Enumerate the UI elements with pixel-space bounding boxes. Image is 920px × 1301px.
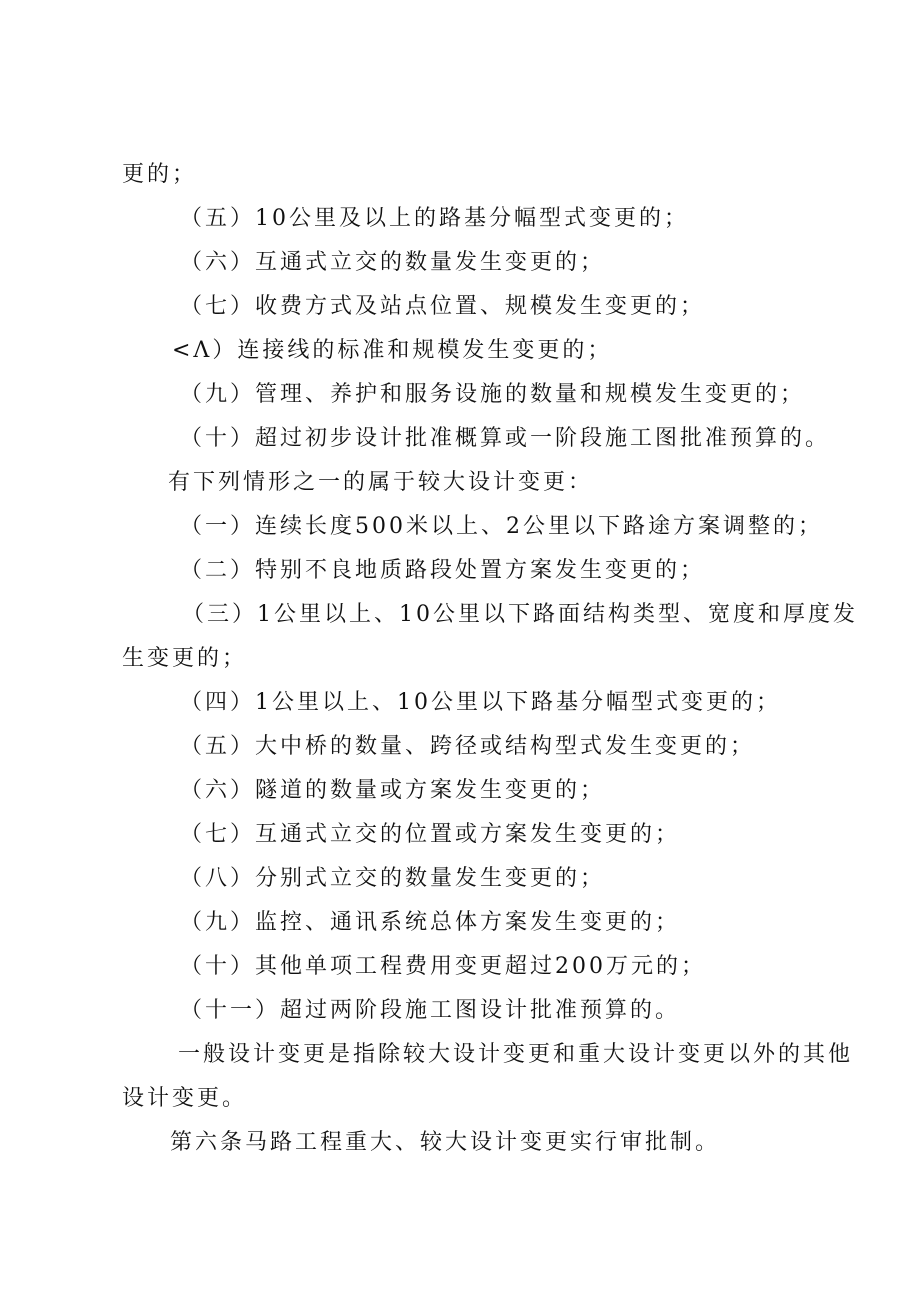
list-item: （七）收费方式及站点位置、规模发生变更的； <box>180 294 706 319</box>
list-item: （一）连续长度500米以上、2公里以下路途方案调整的； <box>180 514 823 539</box>
list-item: （二）特别不良地质路段处置方案发生变更的； <box>180 558 706 583</box>
paragraph-heading: 有下列情形之一的属于较大设计变更： <box>168 470 594 495</box>
list-item: （十一）超过两阶段施工图设计批准预算的。 <box>180 998 681 1023</box>
list-item: <Λ）连接线的标准和规模发生变更的； <box>172 338 613 363</box>
list-item: （三）1公里以上、10公里以下路面结构类型、宽度和厚度发 <box>182 602 858 627</box>
list-item: （六）隧道的数量或方案发生变更的； <box>180 778 606 803</box>
text-line: 更的； <box>122 162 198 187</box>
list-item: （九）监控、通讯系统总体方案发生变更的； <box>180 910 681 935</box>
list-item: （五）大中桥的数量、跨径或结构型式发生变更的； <box>180 734 756 759</box>
list-item: （十）超过初步设计批准概算或一阶段施工图批准预算的。 <box>180 426 831 451</box>
list-item: （七）互通式立交的位置或方案发生变更的； <box>180 822 681 847</box>
paragraph-line: 第六条马路工程重大、较大设计变更实行审批制。 <box>170 1130 721 1155</box>
text-line: 生变更的； <box>122 646 248 671</box>
list-item: （五）10公里及以上的路基分幅型式变更的； <box>180 206 689 231</box>
list-item: （四）1公里以上、10公里以下路基分幅型式变更的； <box>180 690 781 715</box>
paragraph-line: 一般设计变更是指除较大设计变更和重大设计变更以外的其他 <box>178 1042 854 1067</box>
list-item: （九）管理、养护和服务设施的数量和规模发生变更的； <box>180 382 806 407</box>
list-item: （十）其他单项工程费用变更超过200万元的； <box>180 954 706 979</box>
text-line: 设计变更。 <box>122 1086 248 1111</box>
list-item: （八）分别式立交的数量发生变更的； <box>180 866 606 891</box>
list-item: （六）互通式立交的数量发生变更的； <box>180 250 606 275</box>
